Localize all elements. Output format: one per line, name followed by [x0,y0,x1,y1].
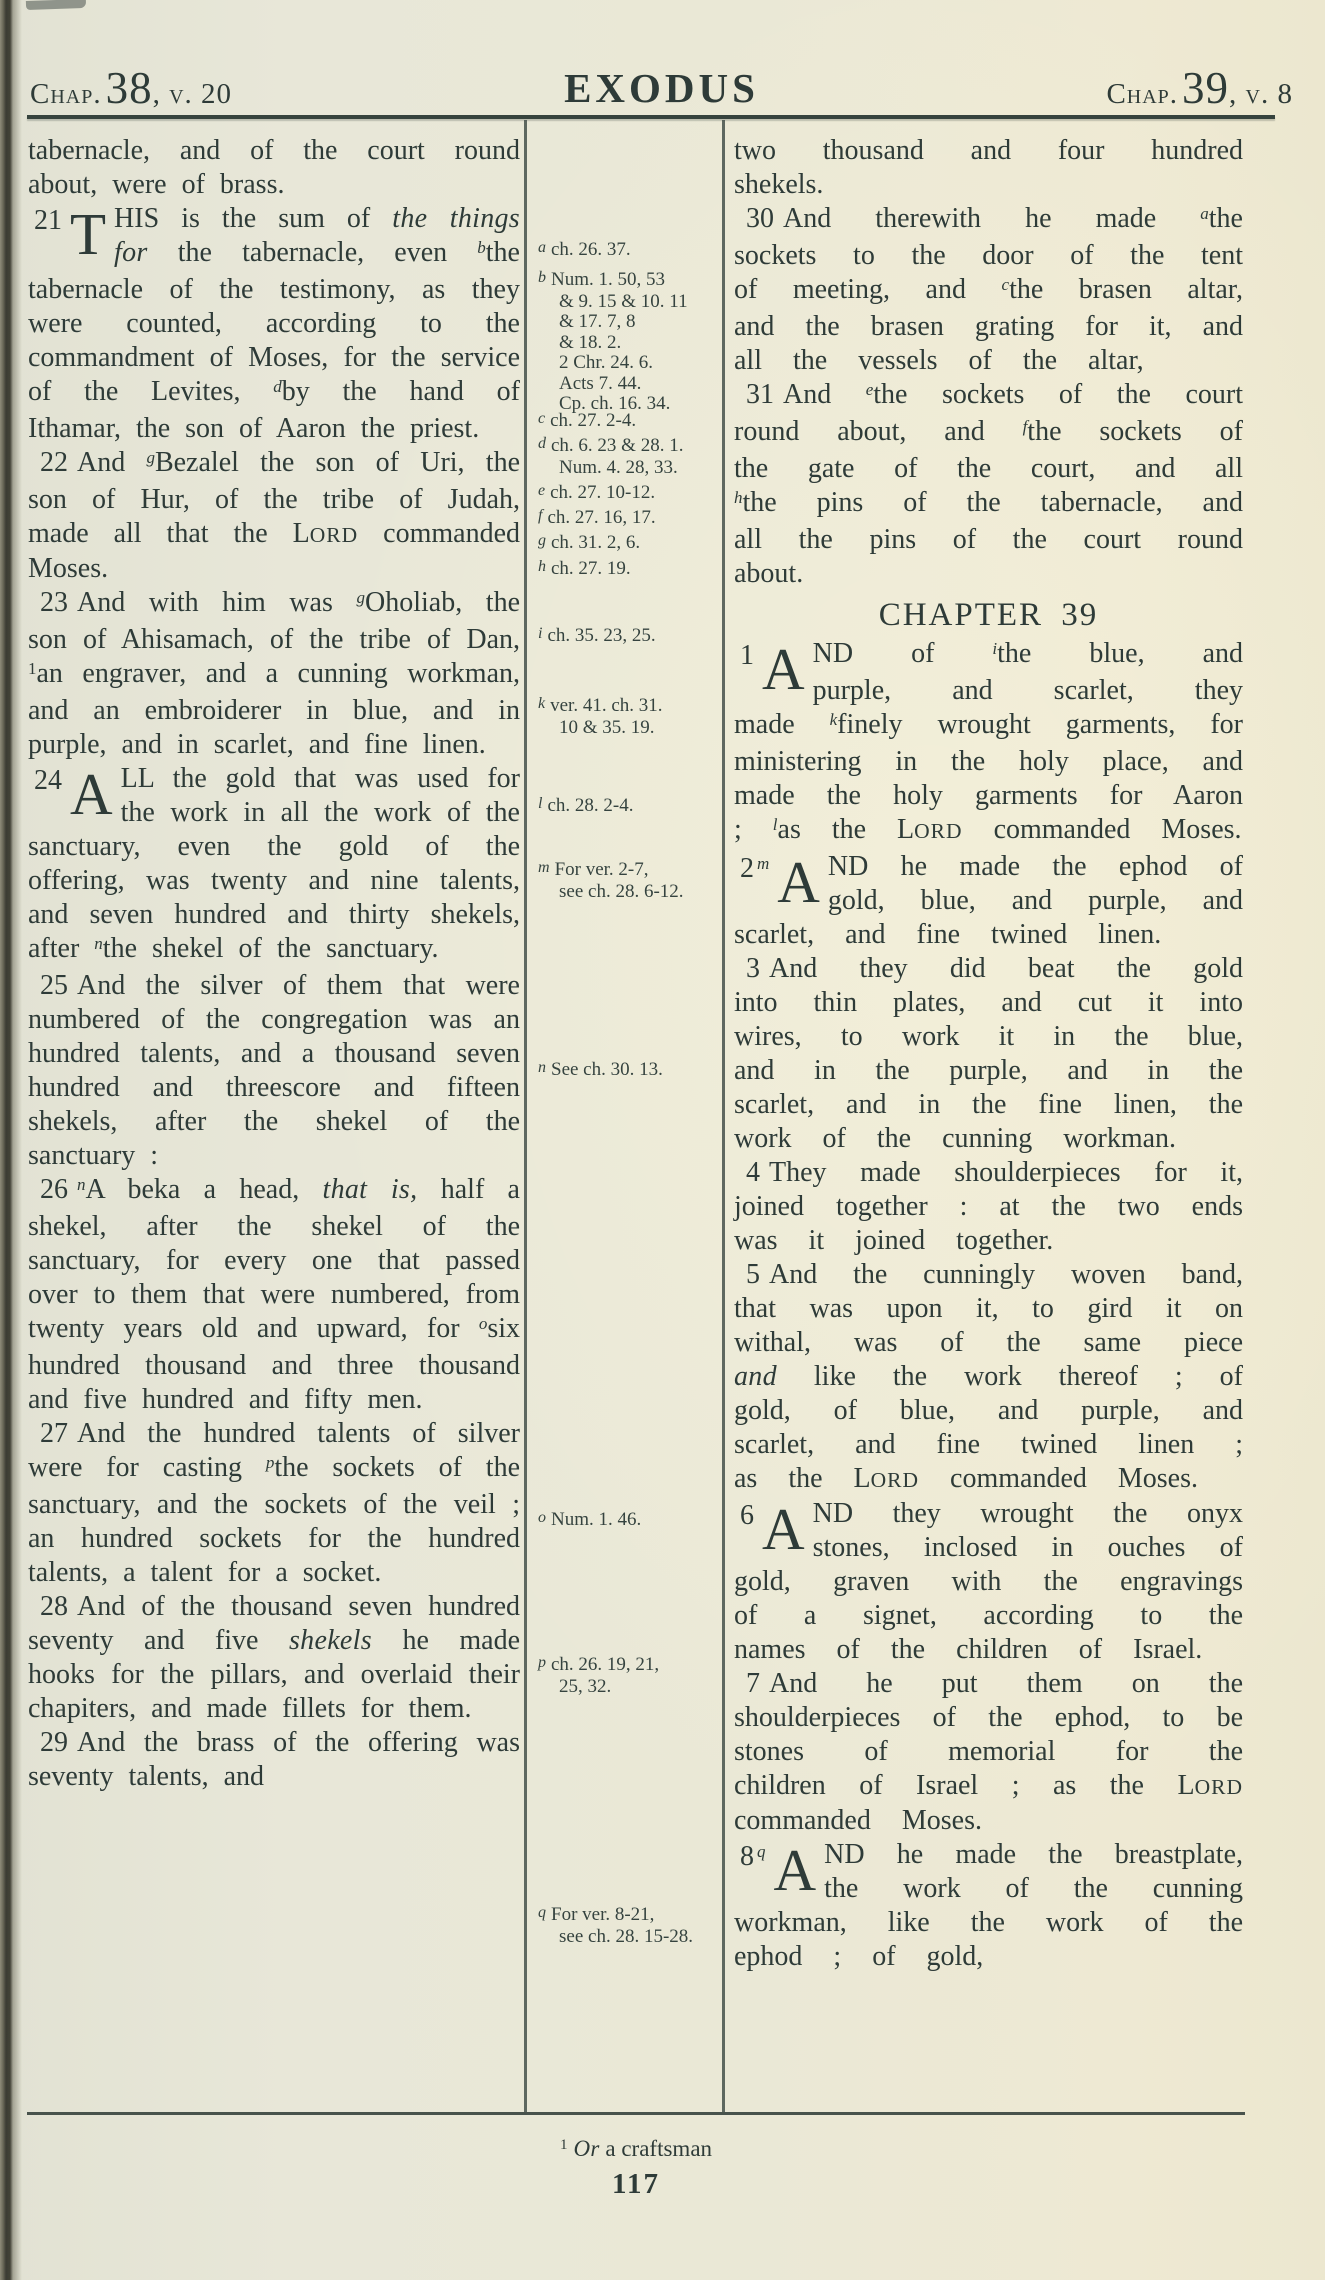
verse-29-paragraph: 29 And the brass of the offering was seventy talents, and [28,1727,520,1792]
footnote-or-label: Or [573,2136,600,2161]
cross-ref-g: g ch. 31. 2, 6. [538,532,641,553]
ref-letter: c [538,410,546,427]
cross-ref-mark: n [94,934,103,953]
ref-letter: f [538,507,543,524]
cross-ref-mark: o [478,1314,488,1333]
continuation-paragraph: tabernacle, and of the court round about, were of brass. [28,135,520,200]
verse-number: 28 [40,1591,68,1622]
verse-30-paragraph: 30 And therewith he made $^a$the sockets to the door of the tent of meeting, and $^c$the brasen altar, and the brasen grating for it, and all the vessels of the altar, [734,203,1244,376]
cross-ref-mark: p [265,1453,275,1472]
verse-6-paragraph: 6 A ND they wrought the onyx stones, inclosed in ouches of gold, graven with the engravings of a signet, according to the names of the children of Israel. [734,1496,1243,1665]
verse-2-paragraph: 2 $^m$ A ND he made the ephod of gold, blue, and purple, and scarlet, and fine twined linen. [734,849,1243,950]
ref-letter: l [538,795,543,812]
ref-line: Acts 7. 44. [559,372,642,394]
cross-ref-l: l ch. 28. 2-4. [538,795,634,816]
verse-number: 31 [746,379,774,410]
ref-line: & 17. 7, 8 [559,311,636,332]
cross-ref-mark: i [992,639,998,658]
verse-number: 30 [746,203,774,234]
ref-letter: e [538,482,546,499]
drop-cap: T [70,201,107,267]
verse-31-paragraph: 31 And $^e$the sockets of the court round about, and $^f$the sockets of the gate of the court, and all $^h$the pins of the tabernacle, and all the pins of the court round about. [734,379,1243,589]
verse-number: 26 [40,1174,68,1205]
small-caps-lord: LORD [1177,1770,1243,1801]
ref-letter: k [538,695,546,712]
verse-4-paragraph: 4 They made shoulderpieces for it, joined together : at the two ends was it joined together. [734,1157,1243,1256]
verse-number: 25 [40,970,68,1001]
ref-letter: g [538,532,546,549]
chap-label-right: Chap. [1106,78,1179,110]
verse-number: 3 [746,953,760,984]
continuation-paragraph: two thousand and four hundred shekels. [734,135,1243,200]
ref-letter: p [538,1654,546,1671]
verse-number: 1 [740,640,754,671]
cross-ref-f: f ch. 27. 16, 17. [538,507,656,528]
right-text-column [734,134,1243,1974]
ref-line: see ch. 28. 15-28. [559,1925,694,1947]
small-caps-lord: LORD [292,518,359,549]
page-number: 117 [612,2168,660,2200]
cross-ref-i: i ch. 35. 23, 25. [538,625,656,646]
verse-7-paragraph: 7 And he put them on the shoulderpieces of the ephod, to be stones of memorial for the children of Israel ; as the LORD commanded Moses. [734,1668,1243,1836]
cross-ref-a: a ch. 26. 37. [538,239,631,260]
cross-ref-mark: k [829,710,838,729]
page-edge-smudge [26,0,86,10]
cross-reference-column [536,0,718,2280]
drop-cap: A [762,636,805,702]
drop-cap: A [777,849,820,915]
column-rule-left [524,120,527,2112]
cross-ref-p: p ch. 26. 19, 21, 25, 32. [538,1655,716,1697]
verse-number: 29 [40,1727,68,1758]
ref-line: 2 Chr. 24. 6. [559,352,653,373]
cross-ref-k: k ver. 41. ch. 31. 10 & 35. 19. [538,696,716,738]
verse-number: 23 [40,587,68,618]
ref-letter: d [538,435,546,452]
cross-ref-o: o Num. 1. 46. [538,1509,642,1530]
italic-text: the things for [114,203,520,268]
cross-ref-mark: c [1001,275,1010,294]
bottom-rule [27,2112,1245,2115]
verse-number: 6 [740,1500,754,1531]
ref-letter: b [538,269,546,286]
verse-number: 24 [34,765,62,796]
verse-number: 27 [40,1418,68,1449]
verse-1-paragraph: 1 A ND of $^i$the blue, and purple, and scarlet, they made $^k$finely wrought garments, for ministering in the holy place, and made the holy garments for Aaron ; $^l$as the LORD commanded Moses. [734,636,1244,845]
verse-number: 4 [746,1157,760,1188]
ref-letter: n [538,1059,546,1076]
small-caps-tail: ORD [1194,1775,1243,1799]
cross-ref-mark: d [273,377,282,396]
verse-28-paragraph: 28 And of the thousand seven hundred seventy and five shekels he made hooks for the pillars, and overlaid their chapiters, and made fillets for them. [28,1591,521,1724]
ref-line: Num. 4. 28, 33. [559,456,678,478]
footnote [27,2136,1245,2162]
cross-ref-mark: g [146,448,155,467]
cross-ref-e: e ch. 27. 10-12. [538,482,656,503]
cross-ref-mark: a [1200,204,1209,223]
cross-ref-mark: e [865,380,874,399]
cross-ref-d: d ch. 6. 23 & 28. 1. Num. 4. 28, 33. [538,436,716,478]
ref-line: 10 & 35. 19. [559,716,655,738]
ref-line: & 9. 15 & 10. 11 [559,290,688,312]
left-text-column [28,134,520,1794]
ref-letter: o [538,1509,546,1526]
cross-ref-mark: b [477,238,486,257]
small-caps-tail: ORD [309,523,359,547]
drop-cap: A [773,1837,817,1903]
ref-line: & 18. 2. [559,331,622,353]
chap-number-right: 39 [1182,63,1230,113]
ref-line: see ch. 28. 6-12. [559,880,684,902]
verse-23-paragraph: 23 And with him was $^g$Oholiab, the son of Ahisamach, of the tribe of Dan, $^1$an engraver, and a cunning workman, and an embroiderer in blue, and in purple, and in scarlet, and fine linen. [28,587,520,760]
cross-ref-c: c ch. 27. 2-4. [538,410,637,431]
verse-5-paragraph: 5 And the cunningly woven band, that was upon it, to gird it on withal, was of the same piece and like the work thereof ; of gold, of blue, and purple, and scarlet, and fine twined linen ; as the LORD commanded Moses. [734,1259,1243,1494]
cross-ref-n: n See ch. 30. 13. [538,1059,663,1080]
ref-letter: h [538,558,546,575]
verse-number: 2 $^m$ [740,853,770,884]
verse-number: 8 $^q$ [740,1841,766,1872]
cross-ref-mark: q [757,1842,766,1861]
small-caps-tail: ORD [870,1468,920,1492]
verse-26-paragraph: 26 $^n$A beka a head, that is, half a shekel, after the shekel of the sanctuary, for every one that passed over to them that were numbered, from twenty years old and upward, for $^o$six hundred thousand and three thousand and five hundred and fifty men. [28,1174,520,1415]
verse-label-left: , v. 20 [152,78,233,110]
italic-text: shekels [288,1625,372,1656]
book-title: EXODUS [564,65,759,111]
verse-number: 21 [34,205,62,236]
ref-letter: a [538,239,546,256]
cross-ref-mark: h [734,488,743,507]
cross-ref-mark: l [772,815,778,834]
verse-number: 22 [40,447,68,478]
verse-label-right: , v. 8 [1229,78,1293,110]
cross-ref-mark: g [356,588,365,607]
ref-line: 25, 32. [559,1675,612,1697]
italic-text: and [734,1361,777,1392]
small-caps-lord: LORD [853,1463,920,1494]
small-caps-lord: LORD [897,814,963,845]
cross-ref-m: m For ver. 2-7, see ch. 28. 6-12. [538,860,716,902]
ref-line: Cp. ch. 16. 34. [559,393,671,414]
footnote-ref-mark: 1 [28,659,37,678]
footnote-text: a craftsman [605,2136,713,2161]
binding-edge [0,0,22,2280]
verse-number: 7 [746,1668,760,1699]
header-chapter-right [1106,62,1293,114]
verse-number: 5 [746,1259,760,1290]
cross-ref-h: h ch. 27. 19. [538,558,631,579]
chap-label-left: Chap. [30,78,102,110]
verse-25-paragraph: 25 And the silver of them that were numbered of the congregation was an hundred talents, and a thousand seven hundred and threescore and fifteen shekels, after the shekel of the sanctuary : [28,970,520,1171]
verse-3-paragraph: 3 And they did beat the gold into thin plates, and cut it into wires, to work it in the blue, and in the purple, and in the scarlet, and in the fine linen, the work of the cunning workman. [734,953,1243,1154]
cross-ref-q: q For ver. 8-21, see ch. 28. 15-28. [538,1905,716,1947]
drop-cap: A [70,761,113,827]
chap-number-left: 38 [105,63,153,113]
drop-cap: A [762,1496,805,1562]
chapter-heading: CHAPTER 39 [878,597,1099,633]
ref-letter: m [538,859,550,876]
footnote-marker: 1 [559,2137,568,2153]
italic-text: that is, [322,1174,418,1205]
verse-8-paragraph: 8 $^q$ A ND he made the breastplate, the work of the cunning workman, like the work of the ephod ; of gold, [734,1837,1243,1972]
cross-ref-mark: n [77,1175,86,1194]
verse-21-paragraph: 21 T HIS is the sum of the things for the tabernacle, even $^b$the tabernacle of the testimony, as they were counted, according to the commandment of Moses, for the service of the Levites, $^d$by the hand of Ithamar, the son of Aaron the priest. [28,201,520,444]
ref-letter: q [538,1904,546,1921]
verse-22-paragraph: 22 And $^g$Bezalel the son of Uri, the son of Hur, of the tribe of Judah, made all that the LORD commanded Moses. [28,447,520,584]
cross-ref-mark: m [757,854,770,873]
cross-ref-b: b Num. 1. 50, 53 & 9. 15 & 10. 11 & 17. 7, 8 & 18. 2. 2 Chr. 24. 6. Acts 7. 44. Cp. ch. 16. 34. [538,270,716,415]
ref-letter: i [538,625,543,642]
verse-27-paragraph: 27 And the hundred talents of silver were for casting $^p$the sockets of the sanctuary, and the sockets of the veil ; an hundred sockets for the hundred talents, a talent for a socket. [28,1418,520,1588]
cross-ref-mark: f [1022,417,1028,436]
column-rule-right [722,120,725,2112]
small-caps-tail: ORD [914,819,963,843]
verse-24-paragraph: 24 A LL the gold that was used for the work in all the work of the sanctuary, even the gold of the offering, was twenty and nine talents, and seven hundred and thirty shekels, after $^n$the shekel of the sanctuary. [28,761,520,964]
